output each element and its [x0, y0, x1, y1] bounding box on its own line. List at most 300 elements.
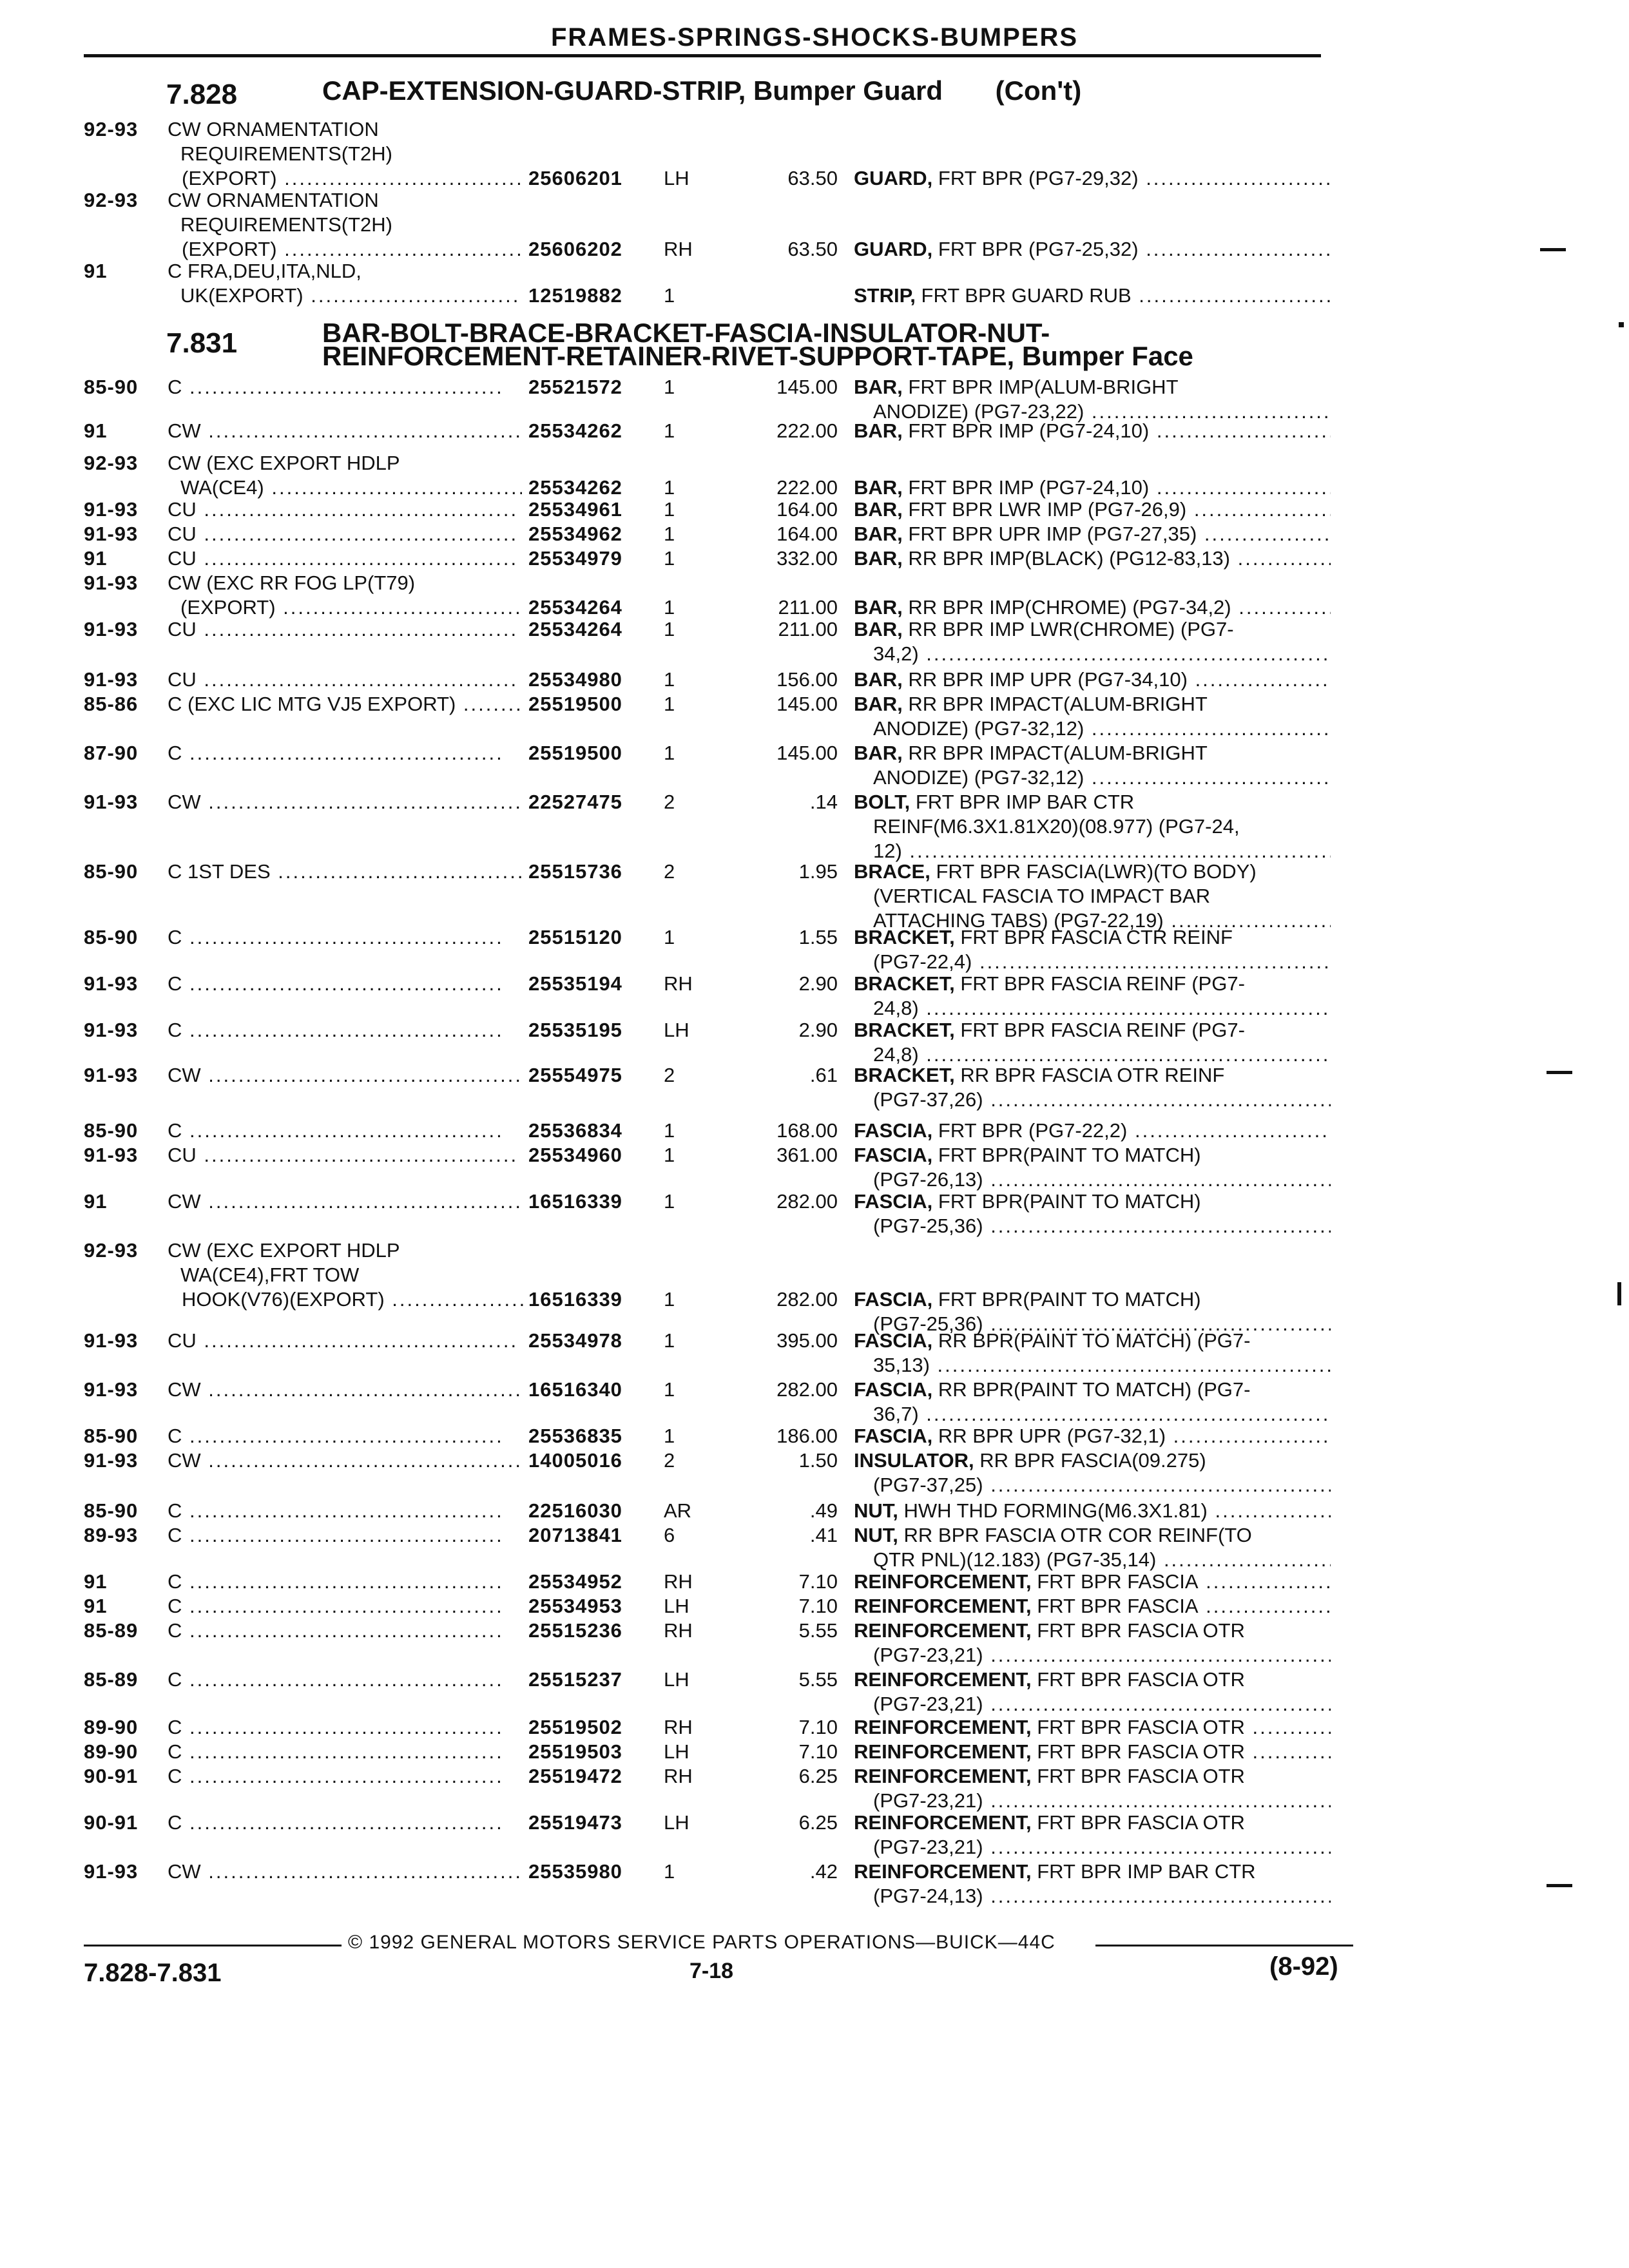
model-code: C ..... — [168, 1570, 504, 1593]
entry-line — [84, 1119, 1334, 1143]
price: 164.00 — [776, 498, 838, 521]
description-text: BRACKET, FRT BPR FASCIA REINF (PG7- — [854, 972, 1245, 995]
entry-line — [84, 1667, 1334, 1692]
part-number: 25534264 — [528, 596, 622, 619]
price: .41 — [809, 1524, 838, 1546]
part-number: 25606202 — [528, 238, 622, 260]
description-text: FASCIA, RR BPR(PAINT TO MATCH) (PG7- — [854, 1378, 1251, 1401]
entry-line — [84, 497, 1334, 522]
price: 361.00 — [776, 1144, 838, 1166]
footer-rule-left — [84, 1945, 342, 1946]
part-name: BAR, — [854, 596, 903, 619]
part-description — [854, 1667, 1331, 1692]
model-column — [168, 1860, 522, 1884]
model-column — [168, 668, 522, 692]
description-text: (PG7-37,26) ..... — [873, 1088, 1331, 1111]
model-code: CW (EXC EXPORT HDLP — [168, 452, 400, 474]
description-text: (PG7-26,13) ..... — [873, 1168, 1331, 1191]
entry-line — [84, 884, 1334, 908]
model-code: CW ..... — [168, 419, 522, 442]
part-description — [873, 950, 1331, 974]
model-column — [168, 741, 522, 765]
model-column — [168, 972, 522, 996]
list-item — [84, 1523, 1334, 1572]
model-year: 91-93 — [84, 1449, 139, 1472]
entry-line — [84, 741, 1334, 765]
price: 7.10 — [798, 1595, 838, 1617]
quantity: LH — [664, 1668, 689, 1691]
quantity: 1 — [664, 742, 675, 764]
entry-line — [84, 1329, 1334, 1353]
description-text: BAR, RR BPR IMP UPR (PG7-34,10) ..... — [854, 668, 1331, 691]
part-description — [854, 419, 1331, 443]
part-description — [854, 1448, 1331, 1473]
part-number: 25536835 — [528, 1425, 622, 1447]
model-column — [182, 237, 523, 262]
part-name: NUT, — [854, 1524, 898, 1546]
list-item — [84, 1448, 1334, 1497]
part-name: REINFORCEMENT, — [854, 1740, 1032, 1763]
model-code: (EXPORT) ..... — [180, 596, 522, 619]
description-text: BOLT, FRT BPR IMP BAR CTR — [854, 791, 1135, 813]
quantity: 2 — [664, 791, 675, 813]
part-name: GUARD, — [854, 167, 933, 189]
model-year: 92-93 — [84, 189, 139, 211]
part-number: 25521572 — [528, 376, 622, 398]
entry-line — [84, 1860, 1334, 1884]
model-code: C ..... — [168, 1425, 504, 1447]
entry-line — [84, 1018, 1334, 1043]
entry-line — [84, 1764, 1334, 1789]
entry-line — [84, 972, 1334, 996]
model-code: REQUIREMENTS(T2H) — [180, 213, 392, 236]
model-year: 91-93 — [84, 791, 139, 813]
part-description — [873, 996, 1331, 1021]
list-item — [84, 1189, 1334, 1238]
quantity: RH — [664, 1765, 693, 1787]
description-text: (PG7-24,13) ..... — [873, 1885, 1331, 1907]
margin-mark — [1617, 1282, 1621, 1305]
entry-line — [84, 375, 1334, 399]
part-number: 16516340 — [528, 1378, 622, 1401]
description-text: FASCIA, RR BPR(PAINT TO MATCH) (PG7- — [854, 1329, 1251, 1352]
quantity: 2 — [664, 1449, 675, 1472]
part-name: BAR, — [854, 523, 903, 545]
part-name: BRACKET, — [854, 926, 955, 948]
description-text: QTR PNL)(12.183) (PG7-35,14) ..... — [873, 1548, 1331, 1571]
entry-line — [84, 617, 1334, 642]
part-name: BAR, — [854, 498, 903, 521]
part-description — [873, 1402, 1331, 1427]
list-item — [84, 259, 1334, 308]
quantity: 1 — [664, 1190, 675, 1213]
model-column — [168, 1329, 522, 1353]
part-number: 25519502 — [528, 1716, 622, 1738]
part-number: 16516339 — [528, 1288, 622, 1311]
price: 7.10 — [798, 1570, 838, 1593]
quantity: AR — [664, 1499, 692, 1522]
model-code: C 1ST DES ..... — [168, 860, 522, 883]
part-name: BAR, — [854, 376, 903, 398]
quantity: 1 — [664, 618, 675, 640]
model-year: 91-93 — [84, 1064, 139, 1086]
list-item — [84, 188, 1334, 262]
model-year: 91-93 — [84, 1860, 139, 1883]
price: 211.00 — [778, 596, 838, 619]
part-name: FASCIA, — [854, 1378, 933, 1401]
description-text: BAR, FRT BPR IMP (PG7-24,10) ..... — [854, 419, 1331, 442]
part-description — [854, 1378, 1331, 1402]
model-column — [168, 1740, 522, 1764]
description-text: (PG7-25,36) ..... — [873, 1215, 1331, 1237]
list-item — [84, 1740, 1334, 1764]
list-item — [84, 1238, 1334, 1336]
model-code: C ..... — [168, 1499, 504, 1522]
model-column — [180, 142, 522, 166]
list-item — [84, 1499, 1334, 1523]
quantity: 1 — [664, 284, 675, 307]
entry-line — [84, 1353, 1334, 1378]
description-text: NUT, HWH THD FORMING(M6.3X1.81) ..... — [854, 1499, 1331, 1522]
model-column — [180, 595, 522, 620]
model-year: 85-90 — [84, 860, 139, 883]
description-text: BRACE, FRT BPR FASCIA(LWR)(TO BODY) — [854, 860, 1257, 883]
section-7831-title-line-2: REINFORCEMENT-RETAINER-RIVET-SUPPORT-TAPE, Bumper Face — [322, 341, 1193, 371]
list-item — [84, 925, 1334, 974]
part-number: 25535194 — [528, 972, 622, 995]
price: 186.00 — [776, 1425, 838, 1447]
description-text: BAR, RR BPR IMP(BLACK) (PG12-83,13) ..... — [854, 547, 1331, 570]
list-item — [84, 1018, 1334, 1067]
part-name: BRACKET, — [854, 972, 955, 995]
part-description — [873, 1353, 1331, 1378]
price: .61 — [809, 1064, 838, 1086]
price: 164.00 — [776, 523, 838, 545]
entry-line — [84, 188, 1334, 213]
entry-line — [84, 692, 1334, 716]
entry-line — [84, 1378, 1334, 1402]
entry-line — [84, 117, 1334, 142]
part-description — [854, 1499, 1331, 1523]
model-code: WA(CE4),FRT TOW — [180, 1264, 360, 1286]
part-name: FASCIA, — [854, 1119, 933, 1142]
model-code: CU ..... — [168, 1144, 518, 1166]
description-text: NUT, RR BPR FASCIA OTR COR REINF(TO — [854, 1524, 1252, 1546]
model-column — [168, 451, 522, 476]
part-name: FASCIA, — [854, 1190, 933, 1213]
model-code: (EXPORT) ..... — [182, 238, 523, 260]
entry-line — [84, 925, 1334, 950]
description-text: BAR, RR BPR IMP(CHROME) (PG7-34,2) ..... — [854, 596, 1331, 619]
price: 7.10 — [798, 1716, 838, 1738]
part-description — [854, 1860, 1331, 1884]
description-text: REINFORCEMENT, FRT BPR FASCIA OTR — [854, 1765, 1245, 1787]
part-description — [854, 790, 1331, 814]
model-column — [168, 1764, 522, 1789]
price: 145.00 — [776, 742, 838, 764]
part-number: 25606201 — [528, 167, 622, 189]
description-text: BAR, RR BPR IMPACT(ALUM-BRIGHT — [854, 693, 1208, 715]
entry-line — [84, 1287, 1334, 1312]
margin-mark — [1547, 1884, 1572, 1887]
part-name: FASCIA, — [854, 1425, 933, 1447]
quantity: 2 — [664, 860, 675, 883]
model-column — [168, 546, 522, 571]
part-description — [854, 1119, 1331, 1143]
entry-line — [84, 1263, 1334, 1287]
section-7828-title: CAP-EXTENSION-GUARD-STRIP, Bumper Guard — [322, 75, 943, 106]
price: 211.00 — [778, 618, 838, 640]
entry-line — [84, 1643, 1334, 1667]
entry-line — [84, 1063, 1334, 1088]
list-item — [84, 1119, 1334, 1143]
quantity: RH — [664, 972, 693, 995]
part-description — [873, 1789, 1331, 1813]
list-item — [84, 1143, 1334, 1192]
part-description — [854, 546, 1331, 571]
part-name: NUT, — [854, 1499, 898, 1522]
part-number: 25534953 — [528, 1595, 622, 1617]
description-text: BAR, FRT BPR LWR IMP (PG7-26,9) ..... — [854, 498, 1331, 521]
list-item — [84, 790, 1334, 863]
part-name: BAR, — [854, 693, 903, 715]
description-text: 24,8) ..... — [873, 1043, 1331, 1066]
model-year: 91-93 — [84, 1144, 139, 1166]
part-number: 25534961 — [528, 498, 622, 521]
model-column — [168, 1594, 522, 1619]
model-code: CU ..... — [168, 1329, 518, 1352]
model-code: C ..... — [168, 1119, 504, 1142]
description-text: BAR, RR BPR IMPACT(ALUM-BRIGHT — [854, 742, 1208, 764]
entry-line — [84, 142, 1334, 166]
model-column — [168, 1570, 522, 1594]
list-item — [84, 497, 1334, 522]
part-name: FASCIA, — [854, 1329, 933, 1352]
description-text: REINF(M6.3X1.81X20)(08.977) (PG7-24, — [873, 815, 1240, 838]
part-name: BAR, — [854, 668, 903, 691]
part-name: REINFORCEMENT, — [854, 1595, 1032, 1617]
section-7828-number: 7.828 — [166, 79, 238, 110]
part-number: 25534262 — [528, 419, 622, 442]
entry-line — [84, 284, 1334, 308]
list-item — [84, 1764, 1334, 1813]
model-code: CW ..... — [168, 1860, 522, 1883]
description-text: GUARD, FRT BPR (PG7-25,32) ..... — [854, 238, 1331, 260]
model-code: C ..... — [168, 1619, 504, 1642]
model-code: CW ..... — [168, 1378, 522, 1401]
part-description — [854, 1523, 1331, 1548]
model-column — [168, 419, 522, 443]
entry-line — [84, 1424, 1334, 1448]
entry-line — [84, 259, 1334, 284]
part-number: 22527475 — [528, 791, 622, 813]
quantity: 1 — [664, 419, 675, 442]
description-text: STRIP, FRT BPR GUARD RUB ..... — [854, 284, 1331, 307]
model-code: CW ..... — [168, 1449, 522, 1472]
part-description — [854, 617, 1331, 642]
part-number: 25534264 — [528, 618, 622, 640]
model-year: 91 — [84, 547, 108, 570]
model-code: (EXPORT) ..... — [182, 167, 523, 189]
entry-line — [84, 1189, 1334, 1214]
price: 5.55 — [798, 1619, 838, 1642]
price: 1.50 — [798, 1449, 838, 1472]
part-description — [854, 237, 1331, 262]
model-column — [168, 1189, 522, 1214]
quantity: LH — [664, 1740, 689, 1763]
list-item — [84, 617, 1334, 666]
quantity: 1 — [664, 523, 675, 545]
model-column — [168, 1063, 522, 1088]
part-name: BRACKET, — [854, 1019, 955, 1041]
part-description — [854, 1764, 1331, 1789]
quantity: 1 — [664, 498, 675, 521]
model-column — [182, 1287, 523, 1312]
entry-line — [84, 860, 1334, 884]
quantity: 1 — [664, 1329, 675, 1352]
model-column — [168, 375, 522, 399]
part-description — [854, 860, 1331, 884]
part-number: 25534960 — [528, 1144, 622, 1166]
model-column — [168, 1667, 522, 1692]
part-number: 25534979 — [528, 547, 622, 570]
model-code: CU ..... — [168, 498, 518, 521]
description-text: BRACKET, FRT BPR FASCIA REINF (PG7- — [854, 1019, 1245, 1041]
part-name: FASCIA, — [854, 1288, 933, 1311]
quantity: 1 — [664, 1119, 675, 1142]
part-number: 22516030 — [528, 1499, 622, 1522]
list-item — [84, 860, 1334, 933]
part-description — [854, 1143, 1331, 1168]
price: .14 — [809, 791, 838, 813]
model-column — [168, 617, 522, 642]
price: 282.00 — [776, 1378, 838, 1401]
model-code: C (EXC LIC MTG VJ5 EXPORT) ..... — [168, 693, 522, 715]
model-code: UK(EXPORT) ..... — [180, 284, 522, 307]
part-description — [854, 1570, 1331, 1594]
list-item — [84, 1424, 1334, 1448]
part-description — [873, 1692, 1331, 1716]
list-item — [84, 972, 1334, 1021]
price: 7.10 — [798, 1740, 838, 1763]
part-number: 25535195 — [528, 1019, 622, 1041]
entry-line — [84, 1238, 1334, 1263]
footer-date: (8-92) — [1269, 1952, 1338, 1981]
description-text: REINFORCEMENT, FRT BPR FASCIA OTR — [854, 1619, 1245, 1642]
quantity: RH — [664, 1716, 693, 1738]
part-description — [854, 1619, 1331, 1643]
model-year: 85-89 — [84, 1668, 139, 1691]
part-description — [854, 972, 1331, 996]
list-item — [84, 571, 1334, 620]
footer-section-range: 7.828-7.831 — [84, 1959, 222, 1987]
model-code: C ..... — [168, 1716, 504, 1738]
entry-line — [84, 950, 1334, 974]
model-column — [168, 259, 522, 284]
model-year: 92-93 — [84, 118, 139, 140]
description-text: (PG7-23,21) ..... — [873, 1644, 1331, 1666]
part-number: 16516339 — [528, 1190, 622, 1213]
quantity: LH — [664, 1019, 689, 1041]
model-year: 92-93 — [84, 452, 139, 474]
description-text: FASCIA, FRT BPR(PAINT TO MATCH) — [854, 1190, 1201, 1213]
part-name: REINFORCEMENT, — [854, 1570, 1032, 1593]
model-code: C ..... — [168, 1668, 504, 1691]
page-header-title: FRAMES-SPRINGS-SHOCKS-BUMPERS — [550, 23, 1079, 52]
model-code: C ..... — [168, 1019, 504, 1041]
model-code: C ..... — [168, 1811, 504, 1834]
description-text: ANODIZE) (PG7-23,22) ..... — [873, 400, 1331, 423]
model-code: C ..... — [168, 742, 504, 764]
model-year: 91-93 — [84, 523, 139, 545]
part-name: BAR, — [854, 742, 903, 764]
part-number: 14005016 — [528, 1449, 622, 1472]
margin-mark — [1540, 248, 1566, 251]
part-description — [873, 1214, 1331, 1238]
price: 2.90 — [798, 1019, 838, 1041]
model-year: 85-86 — [84, 693, 139, 715]
model-column — [180, 1263, 522, 1287]
quantity: LH — [664, 1595, 689, 1617]
part-name: STRIP, — [854, 284, 916, 307]
section-7828-heading — [322, 77, 1081, 104]
description-text: FASCIA, FRT BPR(PAINT TO MATCH) — [854, 1288, 1201, 1311]
entry-line — [84, 595, 1334, 620]
model-column — [168, 1018, 522, 1043]
quantity: LH — [664, 167, 689, 189]
model-code: CW ORNAMENTATION — [168, 189, 379, 211]
quantity: 1 — [664, 1860, 675, 1883]
quantity: RH — [664, 1619, 693, 1642]
part-name: REINFORCEMENT, — [854, 1860, 1032, 1883]
part-number: 20713841 — [528, 1524, 622, 1546]
model-column — [168, 1811, 522, 1835]
model-year: 91-93 — [84, 1329, 139, 1352]
description-text: (PG7-23,21) ..... — [873, 1693, 1331, 1715]
entry-line — [84, 166, 1334, 191]
header-rule — [84, 54, 1321, 57]
list-item — [84, 1594, 1334, 1619]
description-text: (PG7-25,36) ..... — [873, 1312, 1331, 1335]
part-name: REINFORCEMENT, — [854, 1716, 1032, 1738]
price: 282.00 — [776, 1190, 838, 1213]
quantity: RH — [664, 1570, 693, 1593]
part-description — [854, 1740, 1331, 1764]
description-text: ANODIZE) (PG7-32,12) ..... — [873, 717, 1331, 740]
description-text: GUARD, FRT BPR (PG7-29,32) ..... — [854, 167, 1331, 189]
model-code: C ..... — [168, 1765, 504, 1787]
model-code: CW (EXC EXPORT HDLP — [168, 1239, 400, 1262]
description-text: REINFORCEMENT, FRT BPR FASCIA OTR — [854, 1811, 1245, 1834]
description-text: BRACKET, FRT BPR FASCIA CTR REINF — [854, 926, 1233, 948]
entry-line — [84, 1402, 1334, 1427]
entry-line — [84, 1088, 1334, 1112]
model-column — [180, 213, 522, 237]
entry-line — [84, 546, 1334, 571]
description-text: REINFORCEMENT, FRT BPR FASCIA ..... — [854, 1595, 1331, 1617]
part-description — [854, 497, 1331, 522]
section-7831-number: 7.831 — [166, 327, 238, 359]
part-name: REINFORCEMENT, — [854, 1619, 1032, 1642]
margin-mark — [1547, 1071, 1572, 1074]
model-column — [168, 1715, 522, 1740]
part-description — [854, 1063, 1331, 1088]
part-description — [854, 1189, 1331, 1214]
model-code: HOOK(V76)(EXPORT) ..... — [182, 1288, 523, 1311]
model-code: C ..... — [168, 1524, 504, 1546]
price: 2.90 — [798, 972, 838, 995]
part-description — [854, 668, 1331, 692]
